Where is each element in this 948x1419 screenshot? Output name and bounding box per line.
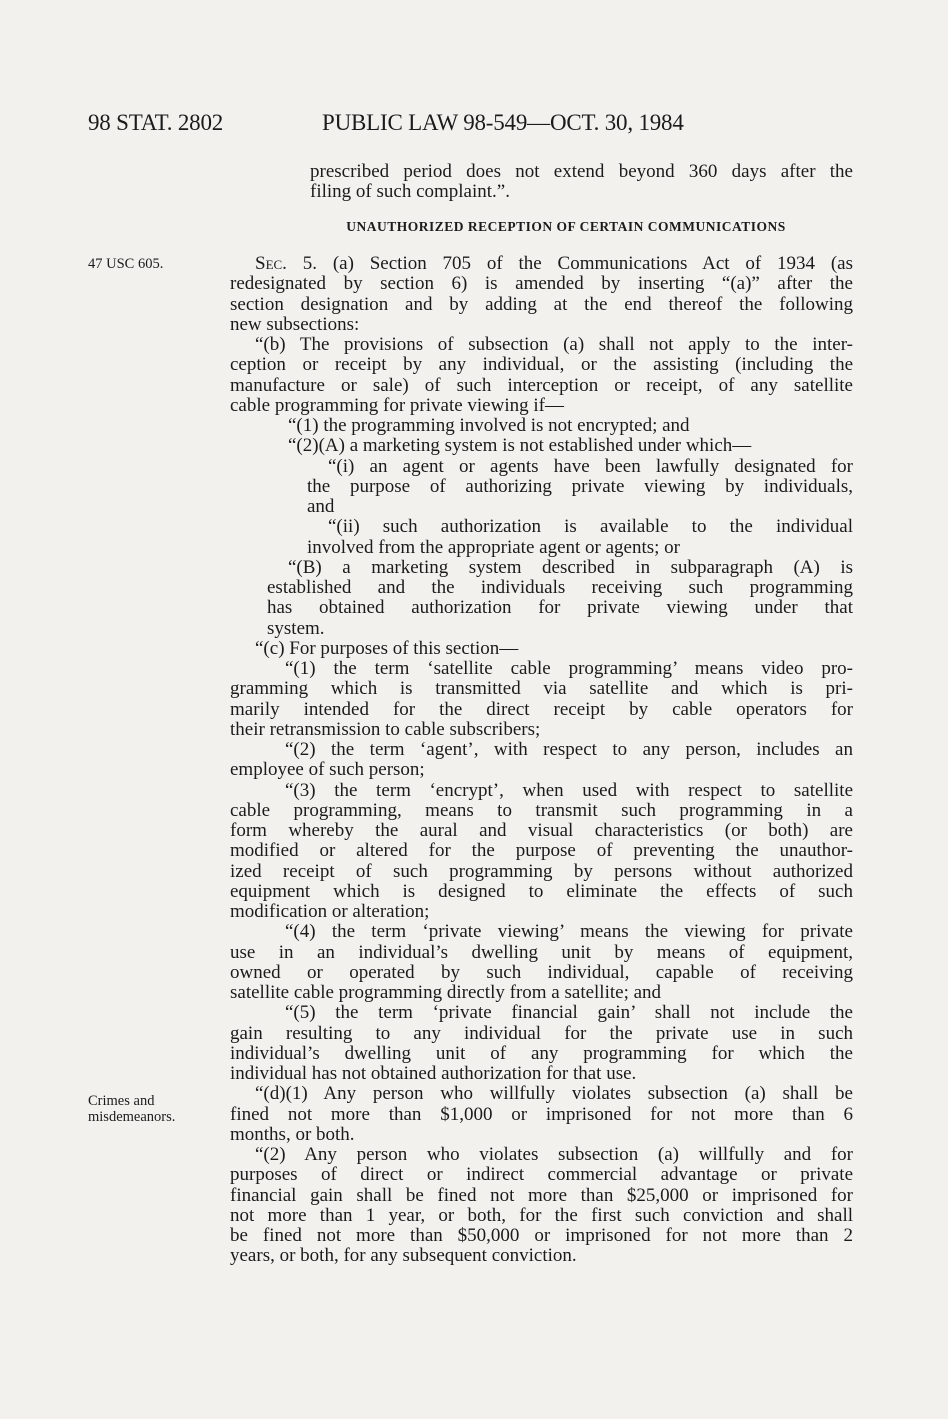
- text-line: “(3) the term ‘encrypt’, when used with respect to satellite: [285, 779, 853, 801]
- text-line: financial gain shall be fined not more than $25,000 or imprisoned for: [230, 1184, 853, 1206]
- paragraph-clause-ii: [230, 517, 853, 558]
- text-line: equipment which is designed to eliminate the effects of such: [230, 880, 853, 902]
- text-line: use in an individual’s dwelling unit by means of equipment,: [230, 941, 853, 963]
- text-line: involved from the appropriate agent or agents; or: [307, 536, 681, 558]
- margin-note-misdemeanors: misdemeanors.: [88, 1109, 176, 1125]
- paragraph-clause-i: [230, 457, 853, 518]
- text-line: gramming which is transmitted via satellite and which is pri-: [230, 678, 853, 700]
- text-line: employee of such person;: [230, 759, 425, 781]
- text-line: “(c) For purposes of this section—: [255, 637, 519, 659]
- text-line: and: [307, 496, 335, 517]
- text-line: fined not more than $1,000 or imprisoned for not more than 6: [230, 1103, 853, 1125]
- paragraph-para-b-2-A: [230, 436, 853, 456]
- text-line: not more than 1 year, or both, for the first such conviction and shall: [230, 1204, 853, 1226]
- text-line: gain resulting to any individual for the private use in such: [230, 1022, 853, 1044]
- text-line: their retransmission to cable subscribers;: [230, 718, 541, 740]
- section-body: [230, 254, 853, 1267]
- margin-note-crimes: Crimes and: [88, 1093, 155, 1109]
- text-line: has obtained authorization for private viewing under that: [267, 597, 853, 619]
- paragraph-para-b-1: [230, 416, 853, 436]
- text-line: months, or both.: [230, 1123, 355, 1145]
- text-line: “(4) the term ‘private viewing’ means the viewing for private: [285, 921, 853, 943]
- text-line: “(b) The provisions of subsection (a) shall not apply to the inter-: [255, 334, 853, 355]
- paragraph-subsection-c: [230, 639, 853, 659]
- text-line: prescribed period does not extend beyond 360 days after the: [310, 161, 853, 182]
- text-line: satellite cable programming directly from a satellite; and: [230, 982, 662, 1003]
- running-head-law-title: PUBLIC LAW 98-549—OCT. 30, 1984: [322, 110, 684, 135]
- paragraph-def-5: [230, 1003, 853, 1084]
- text-line: form whereby the aural and visual characteristics (or both) are: [230, 820, 853, 841]
- text-line: “(1) the programming involved is not encrypted; and: [288, 415, 690, 436]
- text-line: modification or alteration;: [230, 901, 430, 922]
- text-line: “(2) Any person who violates subsection (a) willfully and for: [255, 1144, 853, 1165]
- text-line: section designation and by adding at the end thereof the following: [230, 293, 853, 315]
- text-line: manufacture or sale) of such interception or receipt, of any satellite: [230, 374, 853, 396]
- paragraph-subsection-d-1: [230, 1084, 853, 1145]
- text-line: ception or receipt by any individual, or the assisting (including the: [230, 354, 853, 376]
- text-line: established and the individuals receiving such programming: [267, 577, 853, 598]
- text-line: “(ii) such authorization is available to the individual: [328, 516, 853, 538]
- text-line: be fined not more than $50,000 or imprisoned for not more than 2: [230, 1225, 853, 1246]
- text-line: individual’s dwelling unit of any programming for which the: [230, 1042, 853, 1064]
- margin-note-usc-citation: 47 USC 605.: [88, 256, 164, 272]
- text-line: new subsections:: [230, 313, 360, 335]
- section-heading: UNAUTHORIZED RECEPTION OF CERTAIN COMMUNICATIONS: [346, 219, 786, 234]
- paragraph-def-3: [230, 781, 853, 923]
- text-line: “(B) a marketing system described in subparagraph (A) is: [288, 556, 853, 578]
- text-line: cable programming, means to transmit such programming in a: [230, 799, 853, 821]
- paragraph-def-1: [230, 659, 853, 740]
- text-line: “(5) the term ‘private financial gain’ shall not include the: [285, 1002, 853, 1024]
- text-line: years, or both, for any subsequent conviction.: [230, 1245, 577, 1267]
- quoted-text-continuation: [310, 162, 853, 203]
- paragraph-sec-5-a: [230, 254, 853, 335]
- text-line: purposes of direct or indirect commercial advantage or private: [230, 1164, 853, 1186]
- paragraph-subsection-b: [230, 335, 853, 416]
- paragraph-def-2: [230, 740, 853, 781]
- text-line: individual has not obtained authorization for that use.: [230, 1063, 637, 1084]
- text-line: system.: [267, 617, 325, 639]
- text-line: owned or operated by such individual, capable of receiving: [230, 961, 853, 983]
- text-line: marily intended for the direct receipt by cable operators for: [230, 698, 853, 720]
- text-line: “(2)(A) a marketing system is not established under which—: [288, 435, 752, 457]
- text-line: modified or altered for the purpose of preventing the unauthor-: [230, 840, 853, 862]
- text-line: “(i) an agent or agents have been lawfully designated for: [328, 455, 853, 477]
- text-line: cable programming for private viewing if—: [230, 394, 564, 416]
- stat-page-reference: 98 STAT. 2802: [88, 110, 224, 135]
- paragraph-para-d-2: [230, 1145, 853, 1267]
- text-line: redesignated by section 6) is amended by inserting “(a)” after the: [230, 273, 853, 295]
- paragraph-para-B: [230, 558, 853, 639]
- text-line: “(2) the term ‘agent’, with respect to any person, includes an: [285, 739, 853, 760]
- text-line: the purpose of authorizing private viewing by individuals,: [307, 475, 853, 497]
- text-line: filing of such complaint.”.: [310, 181, 510, 203]
- paragraph-def-4: [230, 922, 853, 1003]
- text-line: ized receipt of such programming by persons without authorized: [230, 860, 853, 882]
- text-line: Sec. 5. (a) Section 705 of the Communications Act of 1934 (as: [255, 253, 853, 274]
- section-label: Sec.: [255, 253, 287, 274]
- text-line: “(1) the term ‘satellite cable programming’ means video pro-: [285, 658, 853, 679]
- text-line: “(d)(1) Any person who willfully violates subsection (a) shall be: [255, 1083, 853, 1105]
